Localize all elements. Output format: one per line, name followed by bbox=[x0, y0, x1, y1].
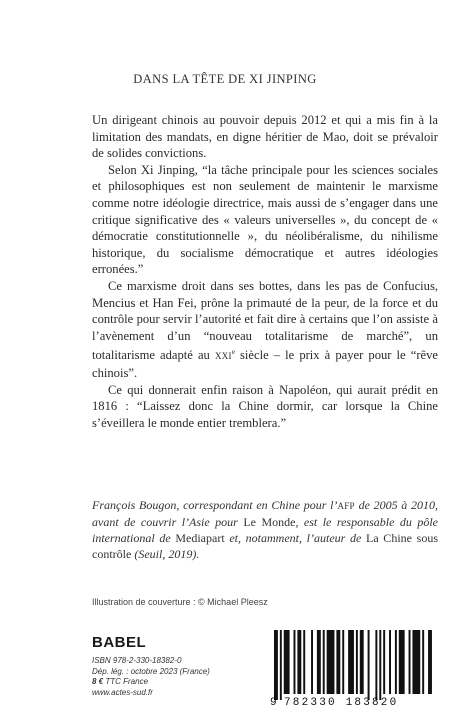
barcode-bar bbox=[428, 630, 432, 694]
barcode-bar bbox=[360, 630, 364, 694]
barcode-bar bbox=[303, 630, 305, 694]
barcode-bar bbox=[317, 630, 321, 694]
barcode-bar bbox=[311, 630, 313, 694]
barcode-number: 782330 183820 bbox=[284, 697, 399, 709]
paragraph-3-text-b: siècle – le prix à payer pour le “rêve chinois”. bbox=[92, 348, 438, 381]
book-metadata bbox=[92, 656, 252, 698]
publisher-website: www.actes-sud.fr bbox=[92, 687, 153, 697]
barcode-bar bbox=[356, 630, 358, 694]
price-value: 8 € bbox=[92, 677, 104, 686]
book-title: DANS LA TÊTE DE XI JINPING bbox=[133, 72, 317, 86]
barcode-bar bbox=[348, 630, 354, 694]
barcode-lead-digit: 9 bbox=[270, 697, 279, 709]
publisher-logo: BABEL bbox=[92, 634, 147, 651]
barcode-bar bbox=[323, 630, 325, 694]
barcode-bar bbox=[327, 630, 335, 694]
author-bio bbox=[92, 497, 438, 562]
barcode-bar bbox=[274, 630, 278, 700]
barcode-bar bbox=[412, 630, 420, 694]
isbn: ISBN 978-2-330-18382-0 bbox=[92, 656, 182, 665]
barcode-bar bbox=[336, 630, 340, 694]
barcode-bar bbox=[395, 630, 397, 694]
price bbox=[92, 677, 252, 688]
century-suffix: e bbox=[231, 348, 235, 357]
paragraph-1: Un dirigeant chinois au pouvoir depuis 2012 et qui a mis fin à la limitation des mandats, en digne héritier de Mao, doit se prévaloir de solides convictions. bbox=[92, 113, 438, 161]
paragraph-3 bbox=[92, 278, 438, 382]
barcode-bar bbox=[342, 630, 344, 694]
barcode-bar bbox=[383, 630, 385, 694]
barcode-bar bbox=[375, 630, 377, 700]
price-suffix: TTC France bbox=[103, 677, 149, 686]
barcode-bar bbox=[422, 630, 424, 694]
barcode-bar bbox=[399, 630, 405, 694]
barcode-bar bbox=[379, 630, 381, 700]
bio-text-e: (Seuil, 2019). bbox=[131, 547, 200, 561]
legal-deposit: Dép. lég. : octobre 2023 (France) bbox=[92, 666, 210, 676]
back-cover-text bbox=[92, 112, 438, 431]
barcode-bars bbox=[272, 630, 434, 700]
bio-text-b: de 2005 à 2010, avant de couvrir l’Asie pour bbox=[92, 498, 439, 529]
bio-mediapart: Mediapart bbox=[175, 531, 225, 545]
barcode-bar bbox=[368, 630, 370, 700]
century-numeral: XXI bbox=[214, 351, 232, 362]
bio-text-d: et, notamment, l’auteur de bbox=[224, 531, 366, 545]
barcode-bar bbox=[284, 630, 290, 694]
bio-lemonde: Le Monde bbox=[243, 515, 296, 529]
barcode-bar bbox=[297, 630, 301, 694]
barcode-bar bbox=[280, 630, 282, 700]
barcode-bar bbox=[389, 630, 391, 694]
paragraph-3-text-a: Ce marxisme droit dans ses bottes, dans les pas de Confucius, Mencius et Han Fei, prône la primauté de la peur, de la force et du contrôle pour servir l’autorité et fait dire à certains que l’on assiste à l’avènement d’un “nouveau totalitarisme de marché”, un totalitarisme adapté au bbox=[92, 278, 438, 363]
bio-text-a: François Bougon, correspondant en Chine pour l’ bbox=[92, 498, 338, 512]
bio-text-c: , est le responsable du pôle international de bbox=[92, 515, 438, 545]
bio-afp: AFP bbox=[337, 501, 355, 511]
paragraph-4: Ce qui donnerait enfin raison à Napoléon, qui aurait prédit en 1816 : “Laissez donc la Chine dormir, car lorsque la Chine s’éveillera le monde entier tremblera.” bbox=[92, 382, 438, 430]
paragraph-2: Selon Xi Jinping, “la tâche principale pour les sciences sociales et philosophiques est non seulement de maintenir le marxisme comme notre idéologie directrice, mais aussi de s’engager dans une critique significative des « valeurs universelles », du concept de « démocratie constitutionnelle », du néolibéralisme, du nihilisme historique, du socialisme démocratique et autres idéologies erronées.” bbox=[92, 162, 438, 277]
bio-book-title: La Chine sous contrôle bbox=[92, 531, 438, 561]
barcode-bar bbox=[409, 630, 411, 694]
cover-illustration-credit: Illustration de couverture : © Michael Pleesz bbox=[92, 597, 268, 607]
barcode-bar bbox=[294, 630, 296, 694]
